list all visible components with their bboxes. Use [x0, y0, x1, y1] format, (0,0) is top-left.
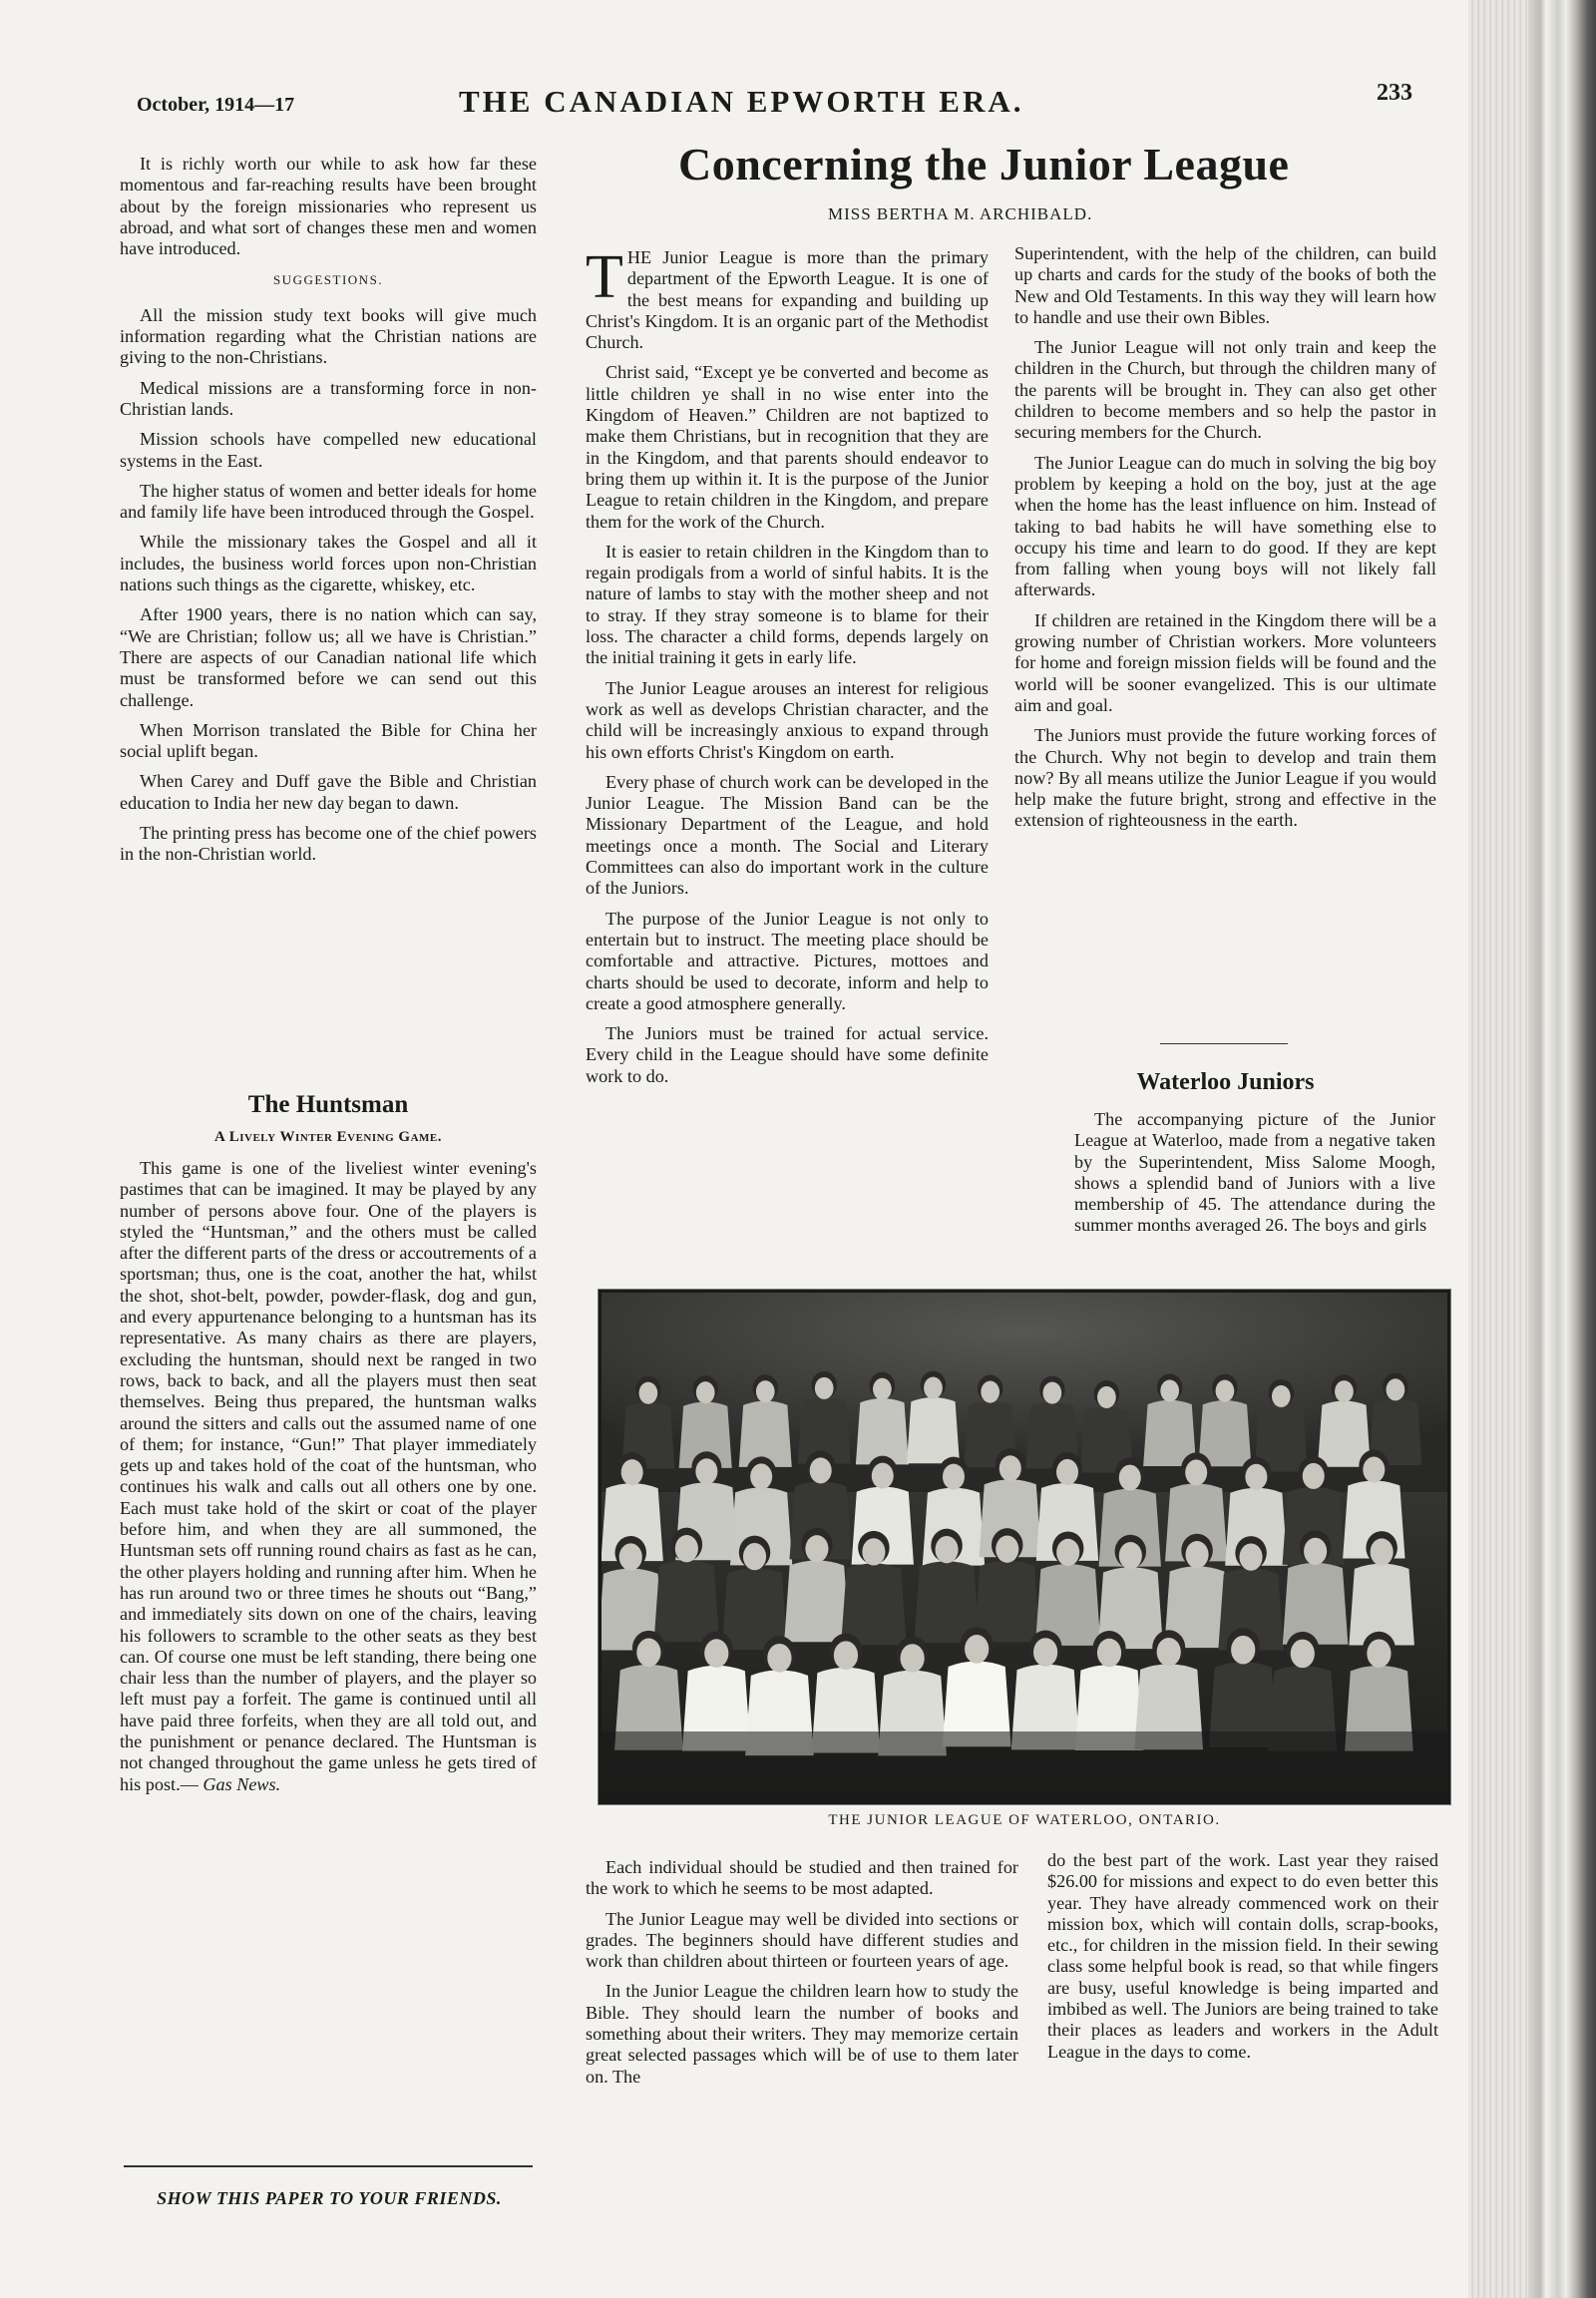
child-face: [695, 1458, 717, 1484]
child-face: [924, 1377, 943, 1399]
article-byline: MISS BERTHA M. ARCHIBALD.: [828, 204, 1093, 223]
child-face: [1185, 1459, 1207, 1485]
child-face: [1056, 1459, 1078, 1485]
child-face: [872, 1463, 894, 1489]
book-binding: [1528, 0, 1596, 2298]
article-paragraph: The Junior League will not only train and keep the children in the Church, but through the children many of the parents will be brought in. They can also get other children to become members and so help the pastor in securing members for the Church.: [1014, 337, 1436, 443]
waterloo-column: [1074, 1109, 1435, 1246]
intro-paragraph: It is richly worth our while to ask how far these momentous and far-reaching results have been brought about by the foreign missionaries who represent us abroad, and what sort of changes these men and women have introduced.: [120, 154, 537, 259]
child-figure: [841, 1563, 907, 1645]
article-paragraph: The Junior League may well be divided into sections or grades. The beginners should have different studies and work than children about thirteen or fourteen years of age.: [586, 1908, 1018, 1972]
child-figure: [654, 1560, 720, 1642]
child-face: [636, 1639, 660, 1668]
child-face: [1160, 1379, 1179, 1401]
article-paragraph: Each individual should be studied and then trained for the work to which he seems to be most adapted.: [586, 1857, 1018, 1899]
suggestion-paragraph: After 1900 years, there is no nation which can say, “We are Christian; follow us; all we have is Christian.” There are aspects of our Canadian national life which must be transformed before we can send out this challenge.: [120, 604, 537, 710]
child-face: [1240, 1543, 1263, 1570]
page-number: 233: [1377, 80, 1412, 106]
child-face: [1303, 1463, 1325, 1489]
divider-rule: [124, 2165, 533, 2167]
divider-rule: [1160, 1043, 1288, 1044]
child-figure: [739, 1401, 792, 1467]
child-face: [1387, 1378, 1405, 1400]
child-face: [1216, 1380, 1235, 1402]
left-column: [120, 154, 537, 875]
child-face: [815, 1377, 834, 1399]
article-paragraph: Superintendent, with the help of the children, can build up charts and cards for the study of the books of both the New and Old Testaments. In this way they will learn how to handle and use their own Bibles.: [1014, 243, 1436, 327]
article-paragraph: If children are retained in the Kingdom there will be a growing number of Christian workers. More volunteers for home and foreign mission fields will be found and the world will be sooner evangelized. This is our ultimate aim and goal.: [1014, 609, 1436, 715]
article-paragraph: The Junior League can do much in solving the big boy problem by keeping a hold on the boy, just at the age when the home has the least influence on him. Instead of taking to bad habits he will have something else to occupy his time and learn to do good. If they are kept from falling when young boys will not likely fall afterwards.: [1014, 452, 1436, 600]
child-face: [1157, 1638, 1181, 1667]
child-face: [901, 1644, 925, 1673]
child-face: [1033, 1638, 1057, 1667]
article-paragraph: Christ said, “Except ye be converted and become as little children ye shall in no wise enter into the Kingdom of Heaven.” Children are not baptized to make them Christians, but in recognition that they are in the Kingdom, and that parents should endeavor to bring them up within it. It is the purpose of the Junior League to retain children in the Kingdom, and prepare them for the work of the Church.: [586, 362, 989, 532]
child-face: [862, 1538, 885, 1565]
child-face: [696, 1381, 715, 1403]
child-face: [675, 1535, 698, 1562]
article-paragraph: It is easier to retain children in the Kingdom than to regain prodigals from a world of sinful habits. It is the nature of lambs to stay with the mother sheep and not to stray. If they stray someone is to blame for their loss. The character a child forms, depends largely on the initial training it gets in early life.: [586, 541, 989, 668]
child-face: [873, 1378, 892, 1400]
article-first-paragraph: HE Junior League is more than the primary department of the Epworth League. It is one of the best means for expanding and building up Christ's Kingdom. It is an organic part of the Methodist Church.: [586, 247, 989, 353]
child-face: [1231, 1636, 1255, 1665]
child-face: [621, 1459, 643, 1485]
article-bottom-middle-column: [586, 1857, 1018, 2097]
child-figure: [907, 1397, 960, 1463]
child-face: [981, 1380, 999, 1402]
child-face: [1097, 1386, 1116, 1408]
issue-date: October, 1914—17: [137, 94, 295, 116]
waterloo-paragraph: do the best part of the work. Last year they raised $26.00 for missions and expect to do even better this year. They have already commenced work on their mission box, which will contain dolls, scrap-books, etc., for children in the mission field. In their sewing class some helpful book is read, so that while fingers are busy, useful knowledge is being imparted and imbibed as well. The Juniors are being trained to take their places as leaders and workers in the Adult League in the days to come.: [1047, 1850, 1438, 2062]
child-face: [704, 1639, 728, 1668]
child-face: [1367, 1639, 1391, 1668]
child-face: [1043, 1382, 1062, 1404]
article-paragraph: In the Junior League the children learn how to study the Bible. They should learn the number of books and something about their writers. They may memorize certain great selected passages which will be of use to them later on. The: [586, 1981, 1018, 2087]
huntsman-text: This game is one of the liveliest winter evening's pastimes that can be imagined. It may be played by any number of persons above four. One of the players is styled the “Huntsman,” and the others must be called after the different parts of the dress or accoutrements of a sportsman; thus, one is the coat, another the hat, whilst the shot, shot-belt, powder, powder-flask, dog and gun, and every appurtenance belonging to a huntsman has its representative. As many chairs as there are players, excluding the huntsman, should next be ranged in two rows, back to back, and all the players must then seat themselves. Being thus prepared, the huntsman walks around the sitters and calls out the assumed name of one of them; for instance, “Gun!” That player immediately gets up and takes hold of the coat of the huntsman, who continues his walk and calls out all others one by one. Each must take hold of the skirt or coat of the player before him, and when they are all summoned, the Huntsman sets off running round chairs as fast as he can, the other players holding and running after him. When he has run around two or three times he shouts out “Bang,” and immediately sits down on one of the chairs, leaving his followers to scramble to the other seats as they best can. Of course one must be left standing, there being one chair less than the number of players, and the player so left must pay a forfeit. The game is continued until all have paid three forfeits, when they are all told out, and the punishment or penance declared. The Huntsman is not changed throughout the game unless he gets tired of his post.—: [120, 1158, 537, 1794]
suggestions-heading: SUGGESTIONS.: [272, 272, 384, 288]
child-figure: [856, 1398, 909, 1464]
article-paragraph: The Junior League arouses an interest for religious work as well as develops Christian character, and the child will be increasingly anxious to expand through his own efforts Christ's Kingdom on earth.: [586, 677, 989, 762]
child-face: [936, 1536, 959, 1563]
suggestion-paragraph: The higher status of women and better ideals for home and family life have been introduced through the Gospel.: [120, 480, 537, 523]
child-face: [756, 1380, 775, 1402]
huntsman-subtitle: A Lively Winter Evening Game.: [213, 1129, 442, 1145]
child-face: [1119, 1465, 1141, 1491]
suggestion-paragraph: The printing press has become one of the chief powers in the non-Christian world.: [120, 823, 537, 865]
child-face: [767, 1644, 791, 1673]
child-face: [743, 1543, 766, 1570]
page-edge-stack: [1468, 0, 1528, 2298]
child-face: [1272, 1385, 1291, 1407]
child-face: [1245, 1464, 1267, 1490]
child-face: [1371, 1538, 1394, 1565]
child-face: [750, 1463, 772, 1489]
child-face: [1097, 1639, 1121, 1668]
article-paragraph: The purpose of the Junior League is not only to entertain but to instruct. The meeting place should be comfortable and attractive. Pictures, mottoes and charts should be used to decorate, inform and help to create a good atmosphere generally.: [586, 908, 989, 1013]
group-photo-image: [601, 1293, 1447, 1801]
child-face: [639, 1382, 658, 1404]
waterloo-paragraph: The accompanying picture of the Junior League at Waterloo, made from a negative taken by the Superintendent, Miss Salome Moogh, shows a splendid band of Juniors with a live membership of 45. The attendance during the summer months averaged 26. The boys and girls: [1074, 1109, 1435, 1236]
child-face: [1291, 1640, 1315, 1669]
article-middle-column: [586, 243, 989, 1096]
waterloo-title: Waterloo Juniors: [1136, 1069, 1315, 1095]
child-face: [1119, 1542, 1142, 1569]
huntsman-source: Gas News.: [202, 1773, 281, 1794]
suggestion-paragraph: Medical missions are a transforming force in non-Christian lands.: [120, 377, 537, 419]
article-paragraph: The Juniors must provide the future working forces of the Church. Why not begin to develop and train them now? By all means utilize the Junior League if you would help make the future bright, strong and effective in the extension of righteousness in the earth.: [1014, 725, 1436, 831]
child-face: [1335, 1380, 1354, 1402]
child-face: [810, 1457, 832, 1483]
suggestion-paragraph: Mission schools have compelled new educational systems in the East.: [120, 429, 537, 471]
child-face: [1363, 1457, 1385, 1483]
child-face: [1304, 1538, 1327, 1565]
article-title: Concerning the Junior League: [678, 139, 1290, 190]
publication-title: THE CANADIAN EPWORTH ERA.: [459, 84, 1024, 119]
drop-cap: T: [586, 243, 623, 311]
group-photo: [598, 1290, 1450, 1804]
huntsman-title: The Huntsman: [247, 1091, 409, 1118]
child-face: [834, 1641, 858, 1670]
suggestion-paragraph: When Carey and Duff gave the Bible and Christian education to India her new day began to dawn.: [120, 771, 537, 813]
show-paper-note: SHOW THIS PAPER TO YOUR FRIENDS.: [157, 2188, 502, 2208]
child-figure: [1283, 1563, 1349, 1645]
suggestion-paragraph: When Morrison translated the Bible for China her social uplift began.: [120, 719, 537, 762]
child-face: [996, 1536, 1018, 1563]
child-face: [965, 1635, 989, 1664]
article-paragraph: Every phase of church work can be developed in the Junior League. The Mission Band can be the Missionary Department of the League, and hold meetings once a month. The Social and Literary Committees can also do important work in the culture of the Juniors.: [586, 771, 989, 899]
child-face: [999, 1455, 1021, 1481]
child-face: [805, 1535, 828, 1562]
waterloo-continuation-column: [1047, 1850, 1438, 2072]
child-figure: [1198, 1400, 1251, 1466]
suggestion-paragraph: While the missionary takes the Gospel and all it includes, the business world forces upon non-Christian nations such things as the cigarette, whiskey, etc.: [120, 532, 537, 595]
huntsman-body: [120, 1158, 537, 1795]
photo-caption: THE JUNIOR LEAGUE OF WATERLOO, ONTARIO.: [828, 1812, 1221, 1828]
child-face: [619, 1543, 642, 1570]
child-face: [1185, 1541, 1208, 1568]
article-paragraph: The Juniors must be trained for actual service. Every child in the League should have some definite work to do.: [586, 1023, 989, 1086]
child-face: [943, 1464, 965, 1490]
article-right-column: [1014, 243, 1436, 841]
child-face: [1056, 1539, 1079, 1566]
child-figure: [784, 1560, 850, 1642]
huntsman-article: [120, 1091, 537, 1795]
suggestion-paragraph: All the mission study text books will give much information regarding what the Christian nations are giving to the non-Christians.: [120, 304, 537, 368]
